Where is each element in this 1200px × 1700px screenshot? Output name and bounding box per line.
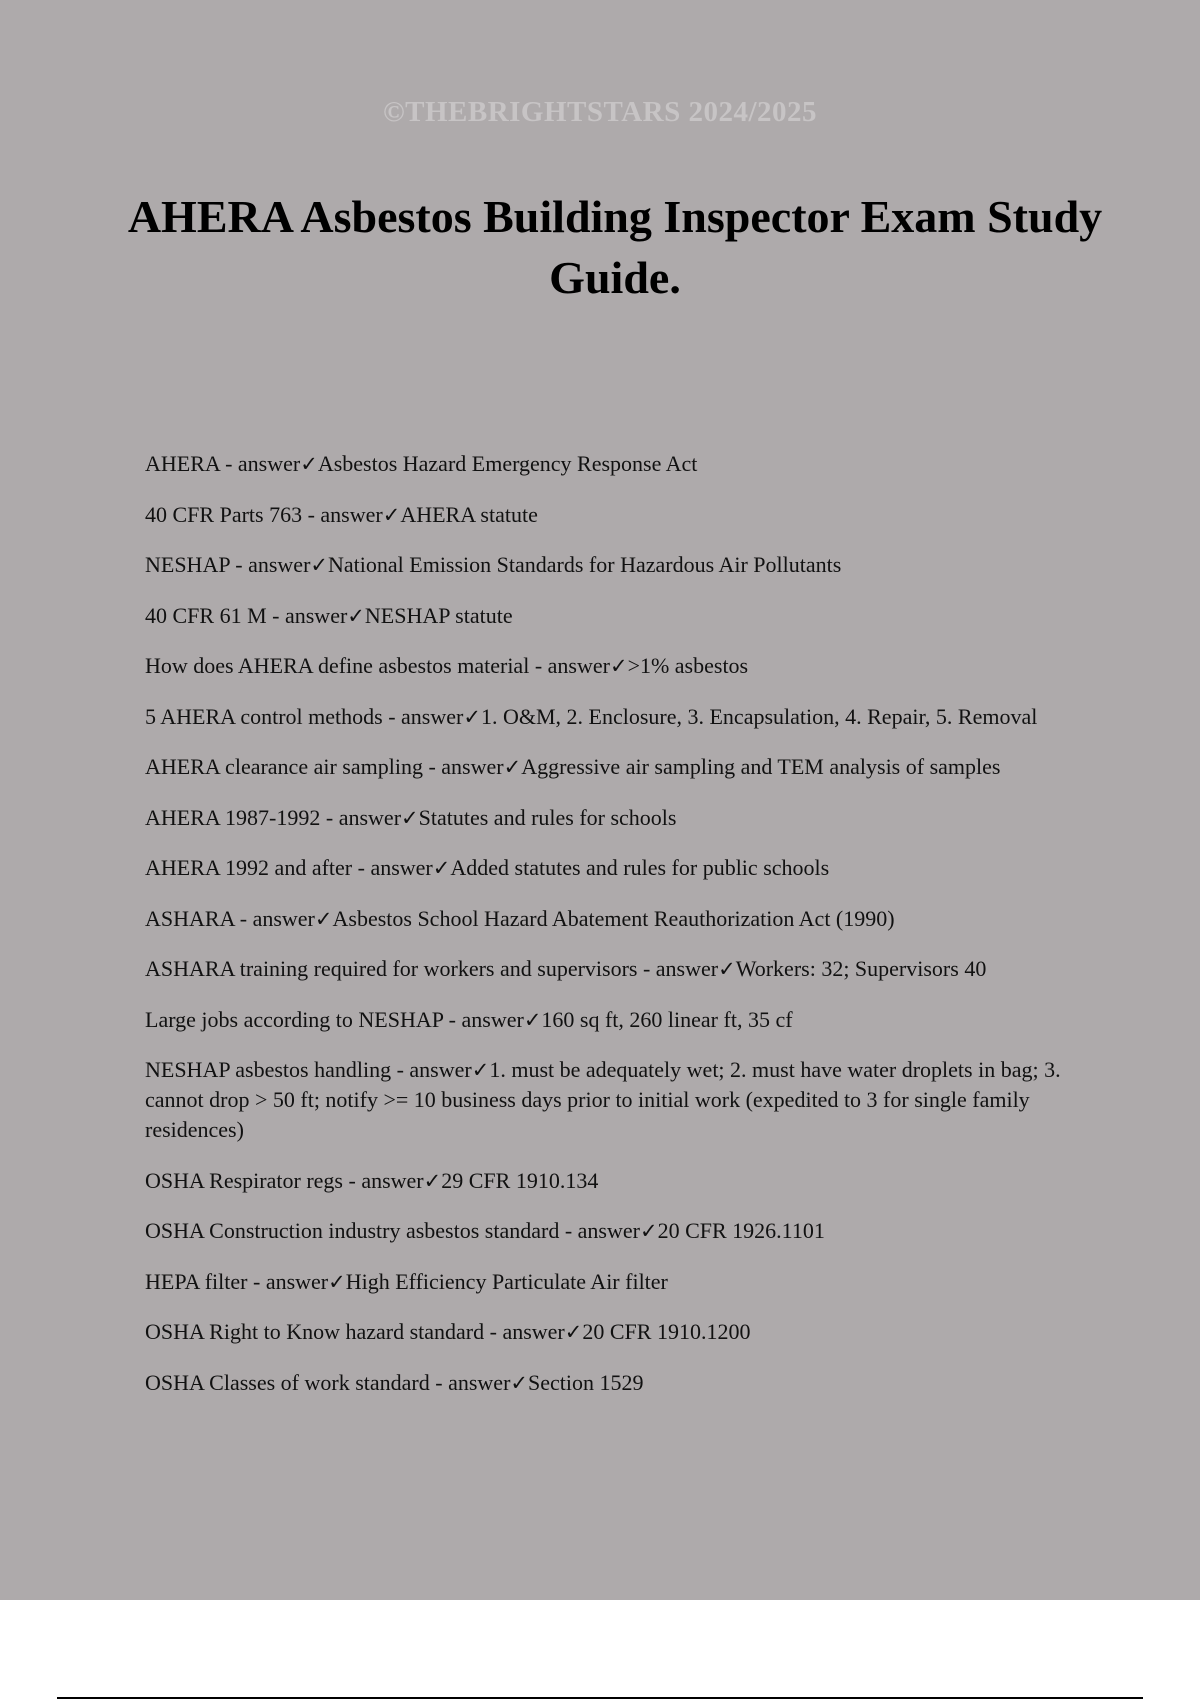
qa-term: 40 CFR Parts 763 — [145, 501, 303, 527]
qa-separator: - — [637, 956, 656, 981]
answer-marker: answer — [237, 451, 301, 476]
qa-answer: 1. must be adequately wet; 2. must have water droplets in bag; 3. cannot drop > 50 ft; notify >= 10 business days prior to initial work (expedited to 3 for single family residences) — [145, 1057, 1061, 1142]
qa-item — [145, 1166, 1095, 1196]
qa-answer: Section 1529 — [528, 1369, 644, 1395]
qa-term: How does AHERA define asbestos material — [145, 653, 530, 678]
answer-marker: answer — [461, 1006, 524, 1032]
qa-answer: AHERA statute — [400, 501, 538, 527]
checkmark-icon: ✓ — [423, 1168, 442, 1193]
qa-answer: 1. O&M, 2. Enclosure, 3. Encapsulation, 4. Repair, 5. Removal — [480, 703, 1038, 729]
qa-separator: - — [229, 552, 249, 577]
qa-separator: - — [429, 1369, 449, 1395]
qa-item — [145, 1216, 1095, 1246]
checkmark-icon: ✓ — [523, 1007, 542, 1032]
qa-item — [145, 1368, 1095, 1398]
qa-item — [145, 803, 1095, 833]
qa-item — [145, 853, 1095, 883]
qa-separator: - — [266, 602, 285, 628]
qa-term: OSHA Construction industry asbestos standard — [145, 1218, 560, 1243]
qa-answer: 29 CFR 1910.134 — [441, 1167, 599, 1193]
checkmark-icon: ✓ — [609, 654, 628, 678]
checkmark-icon: ✓ — [463, 704, 481, 729]
qa-item — [145, 1317, 1095, 1347]
qa-answer: NESHAP statute — [364, 602, 513, 628]
qa-term: 5 AHERA control methods — [145, 703, 383, 729]
answer-marker: answer — [320, 501, 383, 527]
qa-separator: - — [234, 905, 253, 931]
qa-term: 40 CFR 61 M — [145, 602, 267, 628]
qa-item — [145, 449, 1095, 479]
qa-separator: - — [391, 1057, 410, 1082]
qa-term: ASHARA — [145, 905, 235, 931]
qa-separator: - — [484, 1319, 503, 1344]
qa-term: ASHARA training required for workers and supervisors — [145, 956, 638, 981]
answer-marker: answer — [502, 1319, 565, 1344]
checkmark-icon: ✓ — [471, 1058, 490, 1082]
answer-marker: answer — [401, 703, 464, 729]
page-footer — [0, 1600, 1200, 1700]
checkmark-icon: ✓ — [347, 603, 365, 628]
answer-marker: answer — [655, 956, 719, 981]
qa-item — [145, 1005, 1095, 1035]
qa-term: OSHA Right to Know hazard standard — [145, 1319, 485, 1344]
qa-separator: - — [382, 703, 402, 729]
qa-term: AHERA clearance air sampling — [145, 754, 423, 779]
answer-marker: answer — [338, 804, 402, 830]
checkmark-icon: ✓ — [503, 755, 522, 779]
answer-marker: answer — [577, 1218, 640, 1243]
answer-marker: answer — [248, 552, 311, 577]
checkmark-icon: ✓ — [314, 906, 333, 931]
checkmark-icon: ✓ — [510, 1370, 529, 1395]
answer-marker: answer — [265, 1268, 329, 1294]
answer-marker: answer — [284, 602, 348, 628]
footer-divider — [57, 1697, 1143, 1699]
checkmark-icon: ✓ — [718, 957, 736, 981]
qa-term: HEPA filter — [145, 1268, 248, 1294]
qa-separator: - — [352, 855, 371, 880]
checkmark-icon: ✓ — [310, 553, 329, 577]
qa-term: OSHA Classes of work standard — [145, 1369, 430, 1395]
qa-term: NESHAP asbestos handling — [145, 1057, 392, 1082]
qa-term: AHERA — [145, 451, 220, 476]
qa-term: AHERA 1987-1992 — [145, 804, 321, 830]
qa-separator: - — [320, 804, 339, 830]
qa-item — [145, 550, 1095, 580]
qa-answer: Aggressive air sampling and TEM analysis of samples — [521, 754, 1001, 779]
qa-item — [145, 1267, 1095, 1297]
qa-separator: - — [302, 501, 321, 527]
checkmark-icon: ✓ — [328, 1269, 346, 1294]
qa-item — [145, 702, 1095, 732]
qa-item — [145, 601, 1095, 631]
qa-term: AHERA 1992 and after — [145, 855, 353, 880]
qa-item — [145, 904, 1095, 934]
answer-marker: answer — [409, 1057, 472, 1082]
qa-answer: Statutes and rules for schools — [418, 804, 677, 830]
qa-answer: Asbestos Hazard Emergency Response Act — [317, 451, 698, 476]
qa-term: Large jobs according to NESHAP — [145, 1006, 444, 1032]
answer-marker: answer — [441, 754, 504, 779]
qa-separator: - — [422, 754, 442, 779]
qa-answer: 20 CFR 1926.1101 — [657, 1218, 825, 1243]
qa-separator: - — [529, 653, 548, 678]
answer-marker: answer — [547, 653, 610, 678]
checkmark-icon: ✓ — [432, 856, 451, 880]
qa-answer: Workers: 32; Supervisors 40 — [735, 956, 987, 981]
page-title: AHERA Asbestos Building Inspector Exam Study Guide. — [127, 191, 1103, 303]
qa-answer: Added statutes and rules for public schools — [450, 855, 830, 880]
checkmark-icon: ✓ — [401, 805, 419, 830]
qa-item — [145, 752, 1095, 782]
qa-answer: National Emission Standards for Hazardous Air Pollutants — [328, 552, 842, 577]
qa-answer: 160 sq ft, 260 linear ft, 35 cf — [541, 1006, 793, 1032]
qa-item — [145, 500, 1095, 530]
qa-item — [145, 1055, 1095, 1145]
qa-separator: - — [443, 1006, 462, 1032]
qa-term: NESHAP — [145, 552, 230, 577]
qa-separator: - — [219, 451, 238, 476]
qa-answer: 20 CFR 1910.1200 — [582, 1319, 751, 1344]
qa-list — [145, 449, 1095, 1418]
copyright-watermark: ©THEBRIGHTSTARS 2024/2025 — [382, 96, 818, 128]
checkmark-icon: ✓ — [382, 502, 401, 527]
qa-answer: High Efficiency Particulate Air filter — [345, 1268, 668, 1294]
checkmark-icon: ✓ — [300, 452, 318, 476]
checkmark-icon: ✓ — [564, 1320, 583, 1344]
qa-separator: - — [559, 1218, 578, 1243]
answer-marker: answer — [370, 855, 433, 880]
answer-marker: answer — [448, 1369, 511, 1395]
qa-item — [145, 651, 1095, 681]
qa-separator: - — [247, 1268, 266, 1294]
checkmark-icon: ✓ — [639, 1219, 658, 1243]
qa-term: OSHA Respirator regs — [145, 1167, 343, 1193]
qa-item — [145, 954, 1095, 984]
qa-separator: - — [342, 1167, 362, 1193]
qa-answer: >1% asbestos — [627, 653, 749, 678]
qa-answer: Asbestos School Hazard Abatement Reauthorization Act (1990) — [332, 905, 895, 931]
answer-marker: answer — [252, 905, 315, 931]
answer-marker: answer — [361, 1167, 424, 1193]
